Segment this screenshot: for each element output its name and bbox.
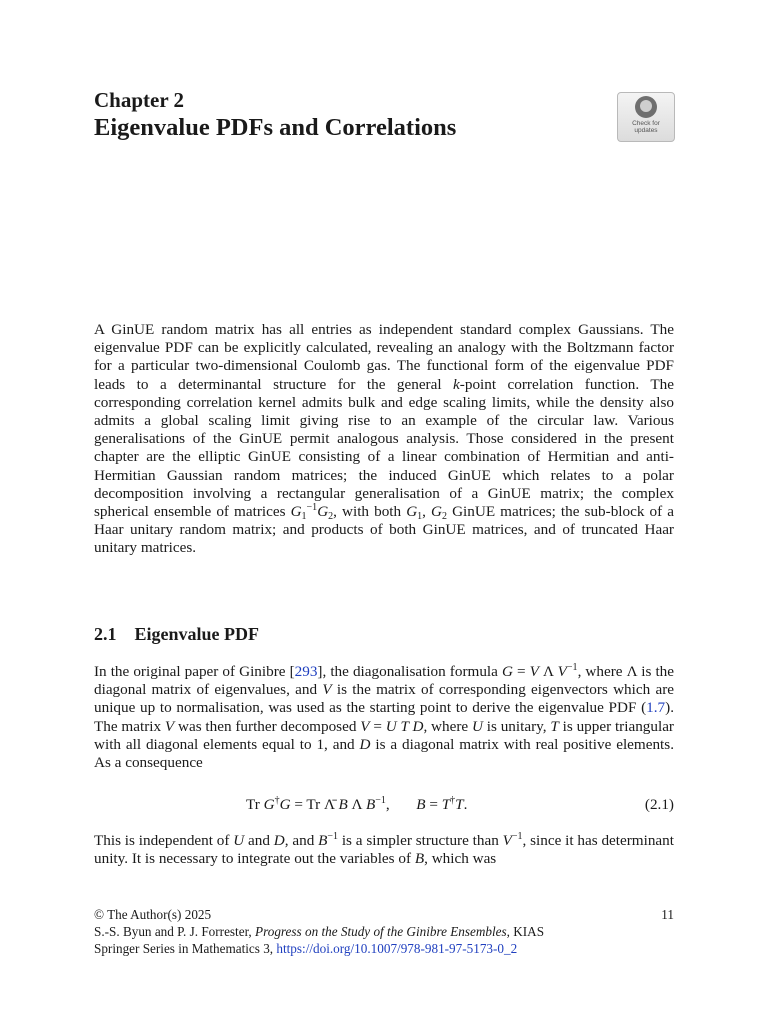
body-paragraph: In the original paper of Ginibre [293], the diagonalisation formula G = V Λ $V^{-1}$, where Λ is the diagonal matrix of eigenvalues, and V is the matrix of corresponding eigenvectors which are unique up to normalisation, was used as the starting point to derive the eigenvalue PDF (1.7). The matrix V was then further decomposed V = U T D, where U is unitary, T is upper triangular with all diagonal elements equal to 1, and D is a diagonal matrix with real positive elements. As a consequence <box>94 662 675 772</box>
series-line: Springer Series in Mathematics 3, https://doi.org/10.1007/978-981-97-5173-0_2 <box>94 941 518 956</box>
citation-link[interactable]: 293 <box>294 663 318 680</box>
section-heading <box>94 624 259 645</box>
copyright-line: © The Author(s) 2025 <box>94 907 212 922</box>
citation-line: S.-S. Byun and P. J. Forrester, Progress on the Study of the Ginibre Ensembles, KIAS <box>94 924 545 939</box>
page-footer <box>94 906 674 957</box>
badge-label: Check for updates <box>632 120 660 134</box>
chapter-abstract: A GinUE random matrix has all entries as independent standard complex Gaussians. The eigenvalue PDF can be explicitly calculated, revealing an analogy with the Boltzmann factor for a particular two-dimensional Coulomb gas. The functional form of the eigenvalue PDF leads to a determinantal structure for the general k-point correlation function. The corresponding correlation kernel admits bulk and edge scaling limits, while the density also admits a global scaling limit giving rise to an example of the circular law. Various generalisations of the GinUE permit analogous analysis. Those considered in the present chapter are the elliptic GinUE consisting of a linear combination of Hermitian and anti-Hermitian Gaussian random matrices; the induced GinUE which relates to a polar decomposition involving a rectangular generalisation of a GinUE matrix; the complex spherical ensemble of matrices $G_1^{-1}G_2$, with both $G_1$, $G_2$ GinUE matrices; the sub-block of a Haar unitary random matrix; and products of both GinUE matrices, and of truncated Haar unitary matrices. <box>94 321 674 557</box>
equation-2-1 <box>94 796 674 816</box>
chapter-title: Eigenvalue PDFs and Correlations <box>94 114 457 141</box>
page-number: 11 <box>661 907 674 922</box>
body-paragraph: This is independent of U and D, and $B^{-1}$ is a simpler structure than $V^{-1}$, since it has determinant unity. It is necessary to integrate out the variables of B, which was <box>94 831 674 868</box>
doi-link[interactable]: https://doi.org/10.1007/978-981-97-5173-0_2 <box>276 941 518 956</box>
section-title: Eigenvalue PDF <box>134 624 259 644</box>
section-number: 2.1 <box>94 624 117 644</box>
crossmark-icon <box>635 96 657 118</box>
equation-link[interactable]: 1.7 <box>646 699 666 717</box>
check-for-updates-badge[interactable] <box>617 92 675 142</box>
equation-number: (2.1) <box>644 796 674 813</box>
equation-body: Tr G†G = Tr Λ̄ B Λ $B^{-1}$, B = T†T. <box>246 795 468 813</box>
chapter-label: Chapter 2 <box>94 88 185 112</box>
